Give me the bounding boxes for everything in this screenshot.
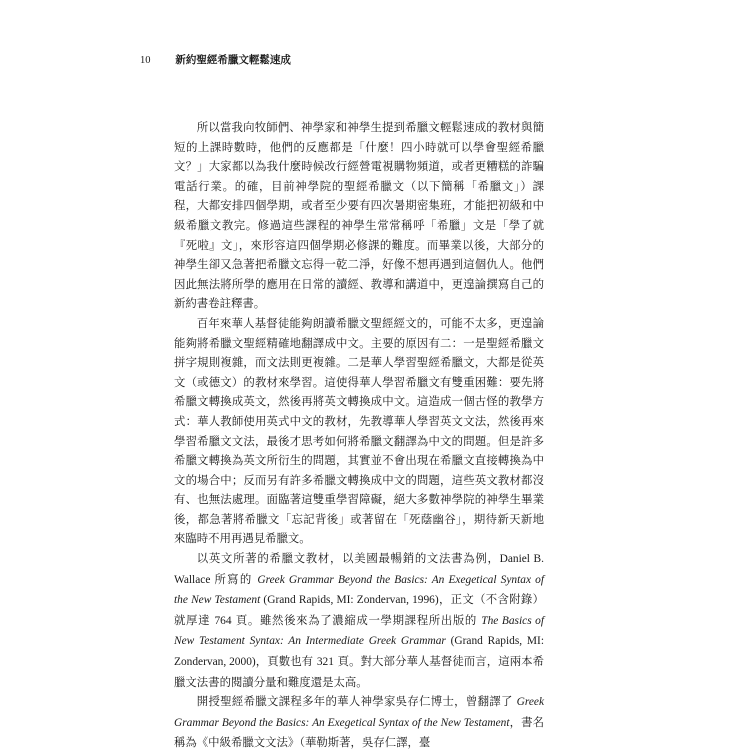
text-run: 321: [316, 656, 334, 669]
text-run: (Grand Rapids, MI: Zondervan, 1996): [260, 594, 439, 607]
text-run: 所以當我向牧師們、神學家和神學生提到希臘文輕鬆速成的教材與簡短的上課時數時，他們的反應都是「什麼！四小時就可以學會聖經希臘文？」大家都以為我什麼時候改行經營電視購物頻道，或者更糟糕的詐騙電話行業。的確，目前神學院的聖經希臘文（以下簡稱「希臘文」）課程，大都安排四個學期，或者至少要有四次暑期密集班，才能把初級和中級希臘文教完。修過這些課程的神學生常常稱呼「希臘」文是「學了就『死啦』文」，來形容這四個學期必修課的難度。而畢業以後，大部分的神學生卻又急著把希臘文忘得一乾二淨，好像不想再遇到這個仇人。他們因此無法將所學的應用在日常的讀經、教導和講道中，更遑論撰寫自己的新約書卷註釋書。: [174, 120, 544, 311]
book-title-italic: Greek Grammar Beyond the Basics: An Exegetical Syntax of the New Testament: [174, 573, 544, 607]
text-run: ，頁數也有: [255, 654, 317, 669]
paragraph: [174, 549, 544, 692]
text-run: 所寫的: [214, 571, 258, 586]
paragraph: [174, 118, 544, 314]
text-run: 頁。雖然後來為了濃縮成一學期課程所出版的: [231, 612, 482, 627]
text-run: 百年來華人基督徒能夠朗讀希臘文聖經經文的，可能不太多，更遑論能夠將希臘文聖經精確地翻譯成中文。主要的原因有二：一是聖經希臘文拼字規則複雜，而文法則更複雜。二是華人學習聖經希臘文，大都是從英文（或德文）的教材來學習。這使得華人學習希臘文有雙重困難：要先將希臘文轉換成英文，然後再將英文轉換成中文。這造成一個古怪的教學方式：華人教師使用英式中文的教材，先教導華人學習英文文法，然後再來學習希臘文文法，最後才思考如何將希臘文翻譯為中文的問題。但是許多希臘文轉換為英文所衍生的問題，其實並不會出現在希臘文直接轉換為中文的場合中；反而另有許多希臘文轉換成中文的問題，這些英文教材都沒有、也無法處理。面臨著這雙重學習障礙，絕大多數神學院的神學生畢業後，都急著將希臘文「忘記背後」或著留在「死蔭幽谷」，期待新天新地來臨時不用再遇見希臘文。: [174, 315, 544, 546]
running-head-title: 新約聖經希臘文輕鬆速成: [175, 54, 291, 66]
running-head: [140, 52, 291, 67]
body-text: [174, 118, 544, 753]
book-title-italic: The Basics of New Testament Syntax: An Intermediate Greek Grammar: [174, 614, 544, 648]
text-run: 以英文所著的希臘文教材，以美國最暢銷的文法書為例，: [196, 551, 500, 566]
text-run: ，書名稱為《中級希臘文文法》（華勒斯著，吳存仁譯，臺: [174, 714, 544, 750]
book-title-italic: Greek Grammar Beyond the Basics: An Exegetical Syntax of the New Testament: [174, 696, 544, 729]
text-run: (Grand Rapids, MI: Zondervan, 2000): [174, 635, 544, 669]
text-run: Daniel B. Wallace: [174, 553, 544, 586]
text-run: 764: [214, 614, 232, 627]
text-run: 頁。對大部分華人基督徒而言，這兩本希臘文法書的閱讀分量和難度還是太高。: [174, 654, 545, 689]
text-run: ，正文（不含附錄）就厚達: [174, 592, 544, 627]
paragraph: [174, 314, 544, 549]
text-run: 開授聖經希臘文課程多年的華人神學家吳存仁博士，曾翻譯了: [196, 694, 517, 709]
paragraph: [174, 692, 544, 753]
page-number: 10: [140, 55, 151, 66]
